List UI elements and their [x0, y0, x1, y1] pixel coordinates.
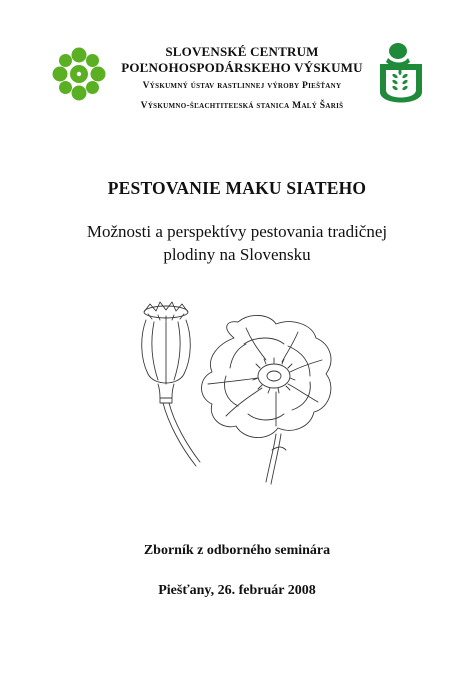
poppy-capsule-illustration: [142, 302, 200, 466]
header-line-2: POĽNOHOSPODÁRSKEHO VÝSKUMU: [121, 60, 363, 75]
wheat-seed-logo-icon: [374, 42, 428, 110]
header-line-1: SLOVENSKÉ CENTRUM: [165, 44, 319, 59]
document-subtitle: Možnosti a perspektívy pestovania tradičnej plodiny na Slovensku: [86, 222, 388, 264]
institution-header: [110, 44, 374, 114]
poppy-flower-illustration: [202, 315, 331, 484]
document-title: PESTOVANIE MAKU SIATEHO: [107, 178, 367, 198]
proceedings-label: Zborník z odborného seminára: [143, 543, 331, 558]
place-and-date: Piešťany, 26. február 2008: [158, 583, 316, 598]
green-circles-logo-icon: [50, 45, 108, 103]
header-line-3: Výskumný ústav rastlinnej výroby Piešťany: [142, 81, 342, 91]
poppy-drawing: [126, 298, 352, 488]
header-line-4: Výskumno-šľachtiteľská stanica Malý Šariš: [140, 101, 344, 111]
